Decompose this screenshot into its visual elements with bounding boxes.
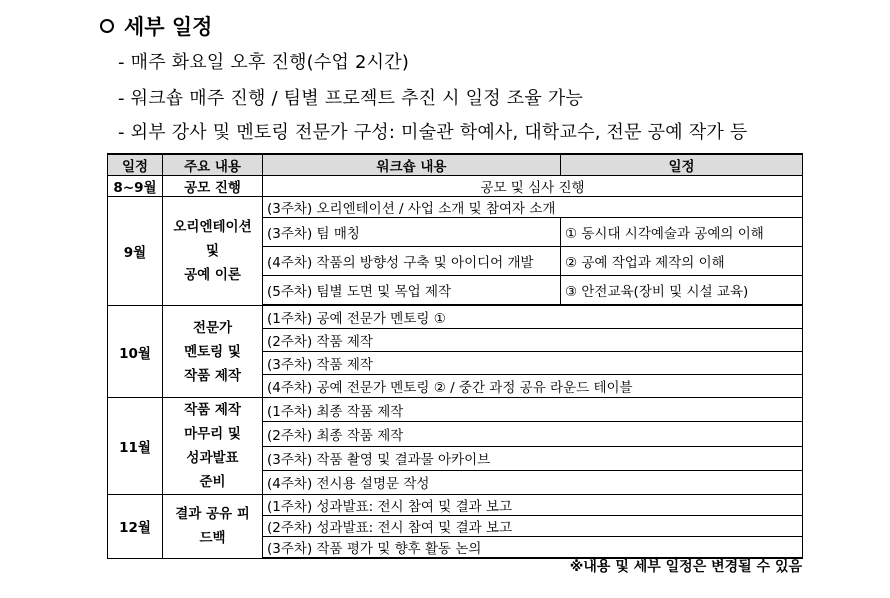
schedule-cell: ③ 안전교육(장비 및 시설 교육) [561,276,803,305]
workshop-cell: (2주차) 작품 제작 [263,329,803,352]
topic-line: 준비 [199,474,226,490]
workshop-cell: (3주차) 작품 촬영 및 결과물 아카이브 [263,446,803,470]
bullet-workshop: - 워크숍 매주 진행 / 팀별 프로젝트 추진 시 일정 조율 가능 [118,88,584,109]
hollow-circle-icon [100,19,114,33]
schedule-cell: ① 동시대 시각예술과 공예의 이해 [561,218,803,247]
workshop-cell: (3주차) 작품 평가 및 향후 활동 논의 [263,537,803,559]
topic-cell [163,495,263,559]
schedule-table [107,153,803,559]
workshop-cell: (1주차) 최종 작품 제작 [263,398,803,422]
bullet-experts: - 외부 강사 및 멘토링 전문가 구성: 미술관 학예사, 대학교수, 전문 공예 작가 등 [118,122,748,143]
schedule-cell: ② 공예 작업과 제작의 이해 [561,247,803,276]
workshop-cell: (2주차) 성과발표: 전시 참여 및 결과 보고 [263,516,803,537]
topic-line: 멘토링 및 [184,343,241,360]
topic-line: 전문가 [192,319,233,336]
topic-line: 작품 제작 [184,402,241,418]
header-schedule: 일정 [561,154,803,176]
topic-line: 작품 제작 [184,367,241,384]
workshop-cell: (1주차) 공예 전문가 멘토링 ① [263,306,803,329]
topic-cell [163,398,263,495]
topic-line: 마무리 및 [184,426,241,442]
month-cell: 10월 [108,306,163,398]
workshop-cell: (2주차) 최종 작품 제작 [263,422,803,446]
table-row [108,197,803,218]
section-title [100,11,212,41]
header-main-content: 주요 내용 [163,154,263,176]
change-notice: ※내용 및 세부 일정은 변경될 수 있음 [569,559,802,575]
workshop-cell: (3주차) 팀 매칭 [263,218,561,247]
topic-line: 드백 [199,530,226,547]
topic-line: 오리엔테이션 [173,219,252,235]
section-title-text: 세부 일정 [124,15,213,39]
workshop-cell: 공모 및 심사 진행 [263,176,803,197]
table-row [108,176,803,197]
table-row [108,398,803,422]
month-cell: 8~9월 [108,176,163,197]
month-cell: 11월 [108,398,163,495]
topic-line: 성과발표 [186,450,239,466]
workshop-cell: (1주차) 성과발표: 전시 참여 및 결과 보고 [263,495,803,516]
table-header-row [108,154,803,176]
workshop-cell: (5주차) 팀별 도면 및 목업 제작 [263,276,561,305]
header-workshop-content: 워크숍 내용 [263,154,561,176]
month-cell: 9월 [108,197,163,306]
workshop-cell: (4주차) 공예 전문가 멘토링 ② / 중간 과정 공유 라운드 테이블 [263,375,803,398]
topic-cell [163,197,263,306]
month-cell: 12월 [108,495,163,559]
workshop-cell: (3주차) 오리엔테이션 / 사업 소개 및 참여자 소개 [263,197,803,218]
workshop-cell: (3주차) 작품 제작 [263,352,803,375]
topic-cell [163,306,263,398]
topic-line: 결과 공유 피 [175,506,250,523]
topic-cell: 공모 진행 [163,176,263,197]
table-row [108,306,803,329]
topic-line: 및 [205,243,220,259]
workshop-cell: (4주차) 전시용 설명문 작성 [263,470,803,494]
workshop-cell: (4주차) 작품의 방향성 구축 및 아이디어 개발 [263,247,561,276]
topic-line: 공예 이론 [184,267,241,283]
bullet-schedule: - 매주 화요일 오후 진행(수업 2시간) [118,52,410,73]
header-period: 일정 [108,154,163,176]
table-row [108,495,803,516]
